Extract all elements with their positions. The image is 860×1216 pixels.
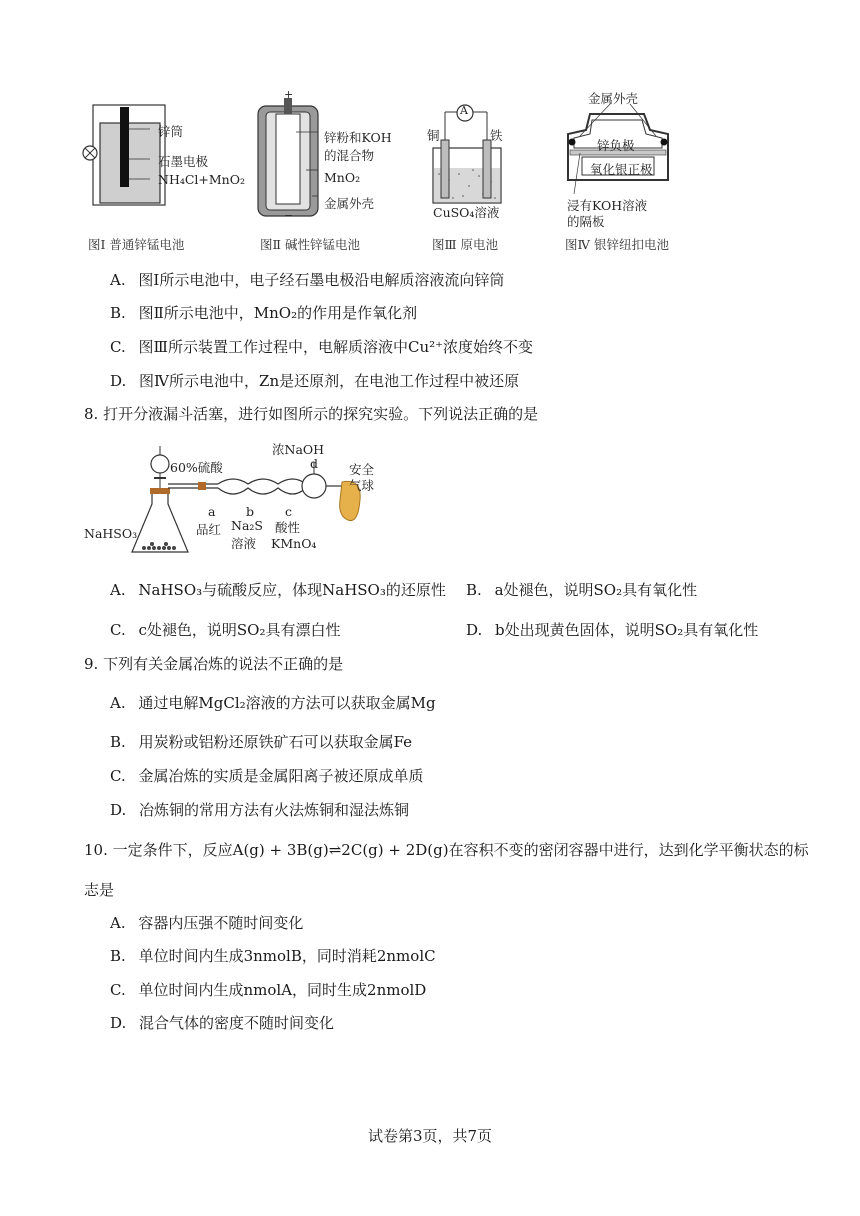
naoh-label: 浓NaOH (272, 442, 325, 457)
fig2-minus: − (284, 209, 294, 222)
na2s-label-1: Na₂S (231, 518, 263, 533)
fig4-caption: 图Ⅳ 银锌纽扣电池 (565, 237, 669, 252)
q9-stem: 9. 下列有关金属冶炼的说法不正确的是 (84, 655, 344, 673)
fig2-caption: 图Ⅱ 碱性锌锰电池 (260, 237, 360, 252)
q9-option-a[interactable] (110, 693, 436, 713)
fig4-separator-label-2: 的隔板 (567, 214, 605, 229)
q7-option-b[interactable] (110, 303, 417, 323)
q8-stem: 8. 打开分液漏斗活塞，进行如图所示的探究实验。下列说法正确的是 (84, 405, 539, 423)
option-text: 金属冶炼的实质是金属阳离子被还原成单质 (138, 767, 424, 785)
label-b: b (246, 504, 255, 519)
option-text: 冶炼铜的常用方法有火法炼铜和湿法炼铜 (139, 801, 410, 819)
acid-label: 60%硫酸 (170, 460, 223, 475)
fig3-copper-label: 铜 (427, 128, 440, 143)
q10-option-c[interactable] (110, 980, 426, 1000)
figure-2-diagram (250, 92, 330, 222)
page-footer: 试卷第3页，共7页 (367, 1127, 493, 1145)
option-text: 图Ⅱ所示电池中，MnO₂的作用是作氧化剂 (138, 304, 418, 322)
option-text: 混合气体的密度不随时间变化 (139, 1014, 335, 1032)
q10-stem-line-1: 10. 一定条件下，反应A(g) + 3B(g)⇌2C(g) + 2D(g)在容积不变的密闭容器中进行，达到化学平衡状态的标 (84, 841, 809, 859)
option-key: A. (110, 581, 126, 599)
option-text: 图Ⅰ所示电池中，电子经石墨电极沿电解质溶液流向锌筒 (138, 271, 505, 289)
q8-option-b[interactable] (466, 580, 697, 600)
fig3-solution-label: CuSO₄溶液 (433, 205, 500, 220)
option-text: 图Ⅳ所示电池中，Zn是还原剂，在电池工作过程中被还原 (139, 372, 520, 390)
fig2-plus: + (284, 88, 294, 101)
option-text: 图Ⅲ所示装置工作过程中，电解质溶液中Cu²⁺浓度始终不变 (138, 338, 534, 356)
na2s-label-2: 溶液 (231, 536, 257, 551)
fig2-case-label: 金属外壳 (324, 196, 375, 211)
fig2-zn-koh-label-2: 的混合物 (324, 148, 375, 163)
q10-option-a[interactable] (110, 913, 303, 933)
label-a: a (208, 504, 216, 519)
option-key: B. (110, 304, 126, 322)
option-text: NaHSO₃与硫酸反应，体现NaHSO₃的还原性 (138, 581, 446, 599)
option-key: D. (110, 1014, 127, 1032)
fig1-electrolyte-label: NH₄Cl+MnO₂ (158, 172, 245, 187)
label-d: d (310, 456, 319, 471)
kmno4-label-2: KMnO₄ (271, 536, 317, 551)
option-key: B. (110, 947, 126, 965)
label-c: c (285, 504, 293, 519)
option-key: D. (466, 621, 483, 639)
option-text: 单位时间内生成nmolA，同时生成2nmolD (138, 981, 427, 999)
q7-option-d[interactable] (110, 371, 519, 391)
q8-option-a[interactable] (110, 580, 446, 600)
option-key: C. (110, 338, 126, 356)
balloon-label-1: 安全 (349, 462, 375, 477)
fig2-mno2-label: MnO₂ (324, 170, 361, 185)
fig4-separator-label-1: 浸有KOH溶液 (567, 198, 648, 213)
nahso3-label: NaHSO₃ (84, 526, 138, 541)
pinhong-label: 品红 (196, 522, 222, 537)
q10-option-d[interactable] (110, 1013, 334, 1033)
option-text: 用炭粉或铝粉还原铁矿石可以获取金属Fe (138, 733, 413, 751)
option-key: A. (110, 694, 126, 712)
q10-stem-line-2: 志是 (84, 881, 115, 899)
option-key: C. (110, 621, 126, 639)
fig3-ammeter-label: A (460, 104, 468, 117)
kmno4-label-1: 酸性 (275, 520, 301, 535)
fig3-iron-label: 铁 (490, 128, 503, 143)
fig4-zinc-label: 锌负极 (597, 138, 635, 153)
option-key: C. (110, 981, 126, 999)
q9-option-b[interactable] (110, 732, 412, 752)
fig1-graphite-label: 石墨电极 (158, 154, 209, 169)
q8-option-c[interactable] (110, 620, 341, 640)
option-text: c处褪色，说明SO₂具有漂白性 (138, 621, 341, 639)
q8-option-d[interactable] (466, 620, 758, 640)
option-key: B. (110, 733, 126, 751)
q7-option-c[interactable] (110, 337, 533, 357)
option-text: 通过电解MgCl₂溶液的方法可以获取金属Mg (138, 694, 436, 712)
option-key: C. (110, 767, 126, 785)
option-text: b处出现黄色固体，说明SO₂具有氧化性 (495, 621, 759, 639)
fig3-caption: 图Ⅲ 原电池 (432, 237, 499, 252)
fig4-ag2o-label: 氧化银正极 (590, 162, 653, 177)
option-text: 单位时间内生成3nmolB，同时消耗2nmolC (138, 947, 436, 965)
option-text: a处褪色，说明SO₂具有氧化性 (494, 581, 698, 599)
option-text: 容器内压强不随时间变化 (138, 914, 304, 932)
option-key: A. (110, 914, 126, 932)
option-key: A. (110, 271, 126, 289)
fig2-zn-koh-label-1: 锌粉和KOH (324, 130, 392, 145)
q10-option-b[interactable] (110, 946, 436, 966)
q7-option-a[interactable] (110, 270, 504, 290)
option-key: D. (110, 801, 127, 819)
fig1-caption: 图Ⅰ 普通锌锰电池 (88, 237, 185, 252)
option-key: B. (466, 581, 482, 599)
fig1-zinc-label: 锌筒 (158, 124, 184, 139)
q9-option-d[interactable] (110, 800, 409, 820)
option-key: D. (110, 372, 127, 390)
balloon-label-2: 气球 (349, 478, 375, 493)
fig4-case-label: 金属外壳 (588, 91, 639, 106)
q9-option-c[interactable] (110, 766, 424, 786)
